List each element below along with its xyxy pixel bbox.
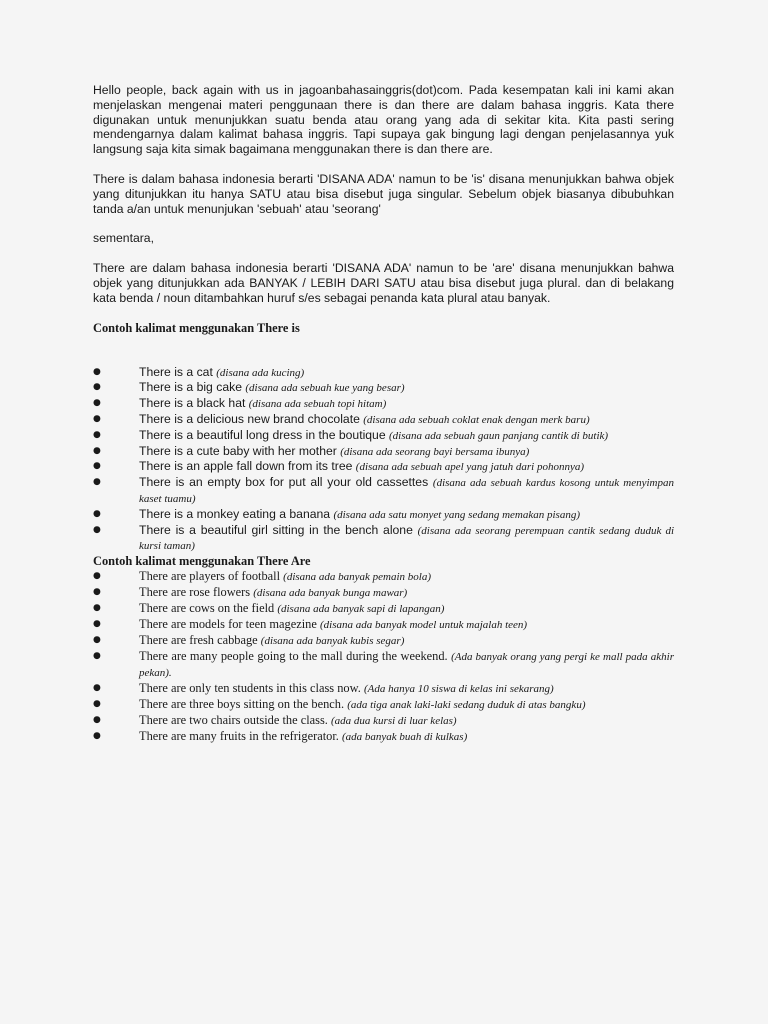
example-list-item xyxy=(93,444,674,460)
connector-text: sementara, xyxy=(93,231,154,246)
bullet-icon: ● xyxy=(93,603,101,614)
there-are-example-list xyxy=(93,569,674,745)
example-translation: (disana ada sebuah coklat enak dengan merk baru) xyxy=(363,413,590,426)
example-sentence: There is a delicious new brand chocolate xyxy=(139,411,360,426)
example-list-item xyxy=(93,380,674,396)
example-list-item xyxy=(93,507,674,523)
bullet-icon: ● xyxy=(93,477,101,488)
example-list-item xyxy=(93,713,674,729)
example-list-item xyxy=(93,523,674,555)
bullet-icon: ● xyxy=(93,461,101,472)
example-sentence: There are many fruits in the refrigerator. xyxy=(139,729,339,744)
example-translation: (ada banyak buah di kulkas) xyxy=(342,731,468,744)
there-is-explanation: There is dalam bahasa indonesia berarti 'DISANA ADA' namun to be 'is' disana menunjukkan bahwa objek yang ditunjukkan itu hanya SATU atau bisa disebut juga singular. Sebelum objek biasanya dibubuhkan tanda a/an untuk menunjukan 'sebuah' atau 'seorang' xyxy=(93,171,674,216)
example-translation: (disana ada banyak pemain bola) xyxy=(283,571,432,584)
example-list-item xyxy=(93,459,674,475)
example-translation: (disana ada sebuah topi hitam) xyxy=(248,398,387,411)
example-sentence: There is a cute baby with her mother xyxy=(139,443,337,458)
example-translation: (disana ada sebuah gaun panjang cantik di butik) xyxy=(389,429,609,442)
example-sentence: There is an apple fall down from its tree xyxy=(139,459,353,474)
example-translation: (Ada hanya 10 siswa di kelas ini sekarang) xyxy=(363,683,554,696)
example-sentence: There are rose flowers xyxy=(139,585,251,600)
bullet-icon: ● xyxy=(93,619,101,630)
example-list-item xyxy=(93,681,674,697)
there-are-explanation: There are dalam bahasa indonesia berarti 'DISANA ADA' namun to be 'are' disana menunjukkan bahwa objek yang ditunjukkan ada BANYAK / LEBIH DARI SATU atau bisa disebut juga plural. dan di belakang kata benda / noun ditambahkan huruf s/es sebagai penanda kata plural atau banyak. xyxy=(93,261,674,305)
example-sentence: There are only ten students in this class now. xyxy=(139,681,361,696)
example-translation: (ada dua kursi di luar kelas) xyxy=(331,715,457,728)
bullet-icon: ● xyxy=(93,587,101,598)
example-sentence: There are players of football xyxy=(139,569,281,584)
bullet-icon: ● xyxy=(93,715,101,726)
example-sentence: There are three boys sitting on the bench. xyxy=(139,697,345,712)
example-translation: (disana ada sebuah apel yang jatuh dari pohonnya) xyxy=(355,461,585,474)
example-list-item xyxy=(93,649,674,681)
bullet-icon: ● xyxy=(93,398,101,409)
bullet-icon: ● xyxy=(93,445,101,456)
example-sentence: There are fresh cabbage xyxy=(139,633,258,648)
bullet-icon: ● xyxy=(93,508,101,519)
example-sentence: There is a cat xyxy=(139,364,213,379)
example-sentence: There are two chairs outside the class. xyxy=(139,713,328,728)
example-sentence: There are models for teen magezine xyxy=(139,617,317,632)
example-list-item xyxy=(93,585,674,601)
example-sentence: There is an empty box for put all your old cassettes xyxy=(139,475,429,490)
intro-paragraph: Hello people, back again with us in jagoanbahasainggris(dot)com. Pada kesempatan kali ini kami akan menjelaskan mengenai materi penggunaan there is dan there are dalam bahasa inggris. Kata there digunakan untuk menunjukkan suatu benda atau orang yang ada di sekitar kita. Kita pasti sering mendengarnya dalam kalimat bahasa inggris. Tapi supaya gak bingung lagi dengan penjelasannya yuk langsung saja kita simak bagaimana menggunakan there is dan there are. xyxy=(93,83,674,157)
example-translation: (Ada banyak orang yang pergi ke mall pada akhir pekan). xyxy=(139,651,674,680)
example-translation: (disana ada banyak kubis segar) xyxy=(260,635,405,648)
bullet-icon: ● xyxy=(93,731,101,742)
bullet-icon: ● xyxy=(93,429,101,440)
example-translation: (disana ada banyak model untuk majalah teen) xyxy=(319,619,528,632)
example-sentence: There is a black hat xyxy=(139,396,246,411)
bullet-icon: ● xyxy=(93,651,101,662)
example-translation: (disana ada sebuah kue yang besar) xyxy=(245,382,405,395)
example-list-item xyxy=(93,428,674,444)
bullet-icon: ● xyxy=(93,366,101,377)
example-sentence: There is a monkey eating a banana xyxy=(139,506,331,521)
example-list-item xyxy=(93,617,674,633)
example-sentence: There are many people going to the mall during the weekend. xyxy=(139,649,448,664)
example-sentence: There is a big cake xyxy=(139,380,242,395)
example-list-item xyxy=(93,697,674,713)
example-translation: (ada tiga anak laki-laki sedang duduk di atas bangku) xyxy=(347,699,586,712)
example-list-item xyxy=(93,633,674,649)
example-list-item xyxy=(93,396,674,412)
example-list-item xyxy=(93,569,674,585)
example-translation: (disana ada banyak sapi di lapangan) xyxy=(277,603,445,616)
example-list-item xyxy=(93,475,674,507)
there-is-example-list xyxy=(93,365,674,555)
bullet-icon: ● xyxy=(93,382,101,393)
example-list-item xyxy=(93,601,674,617)
bullet-icon: ● xyxy=(93,683,101,694)
bullet-icon: ● xyxy=(93,699,101,710)
there-is-heading: Contoh kalimat menggunakan There is xyxy=(93,320,300,335)
example-sentence: There are cows on the field xyxy=(139,601,275,616)
example-list-item xyxy=(93,729,674,745)
example-sentence: There is a beautiful long dress in the boutique xyxy=(139,427,386,442)
example-list-item xyxy=(93,365,674,381)
document-body xyxy=(93,83,674,745)
bullet-icon: ● xyxy=(93,571,101,582)
bullet-icon: ● xyxy=(93,524,101,535)
example-translation: (disana ada kucing) xyxy=(216,366,305,379)
bullet-icon: ● xyxy=(93,413,101,424)
there-are-heading: Contoh kalimat menggunakan There Are xyxy=(93,554,311,569)
example-translation: (disana ada seorang perempuan cantik sedang duduk di kursi taman) xyxy=(139,524,674,553)
example-translation: (disana ada satu monyet yang sedang memakan pisang) xyxy=(333,508,581,521)
example-list-item xyxy=(93,412,674,428)
example-translation: (disana ada banyak bunga mawar) xyxy=(253,587,408,600)
bullet-icon: ● xyxy=(93,635,101,646)
example-translation: (disana ada seorang bayi bersama ibunya) xyxy=(340,445,530,458)
example-sentence: There is a beautiful girl sitting in the bench alone xyxy=(139,522,413,537)
example-translation: (disana ada sebuah kardus kosong untuk menyimpan kaset tuamu) xyxy=(139,477,674,505)
